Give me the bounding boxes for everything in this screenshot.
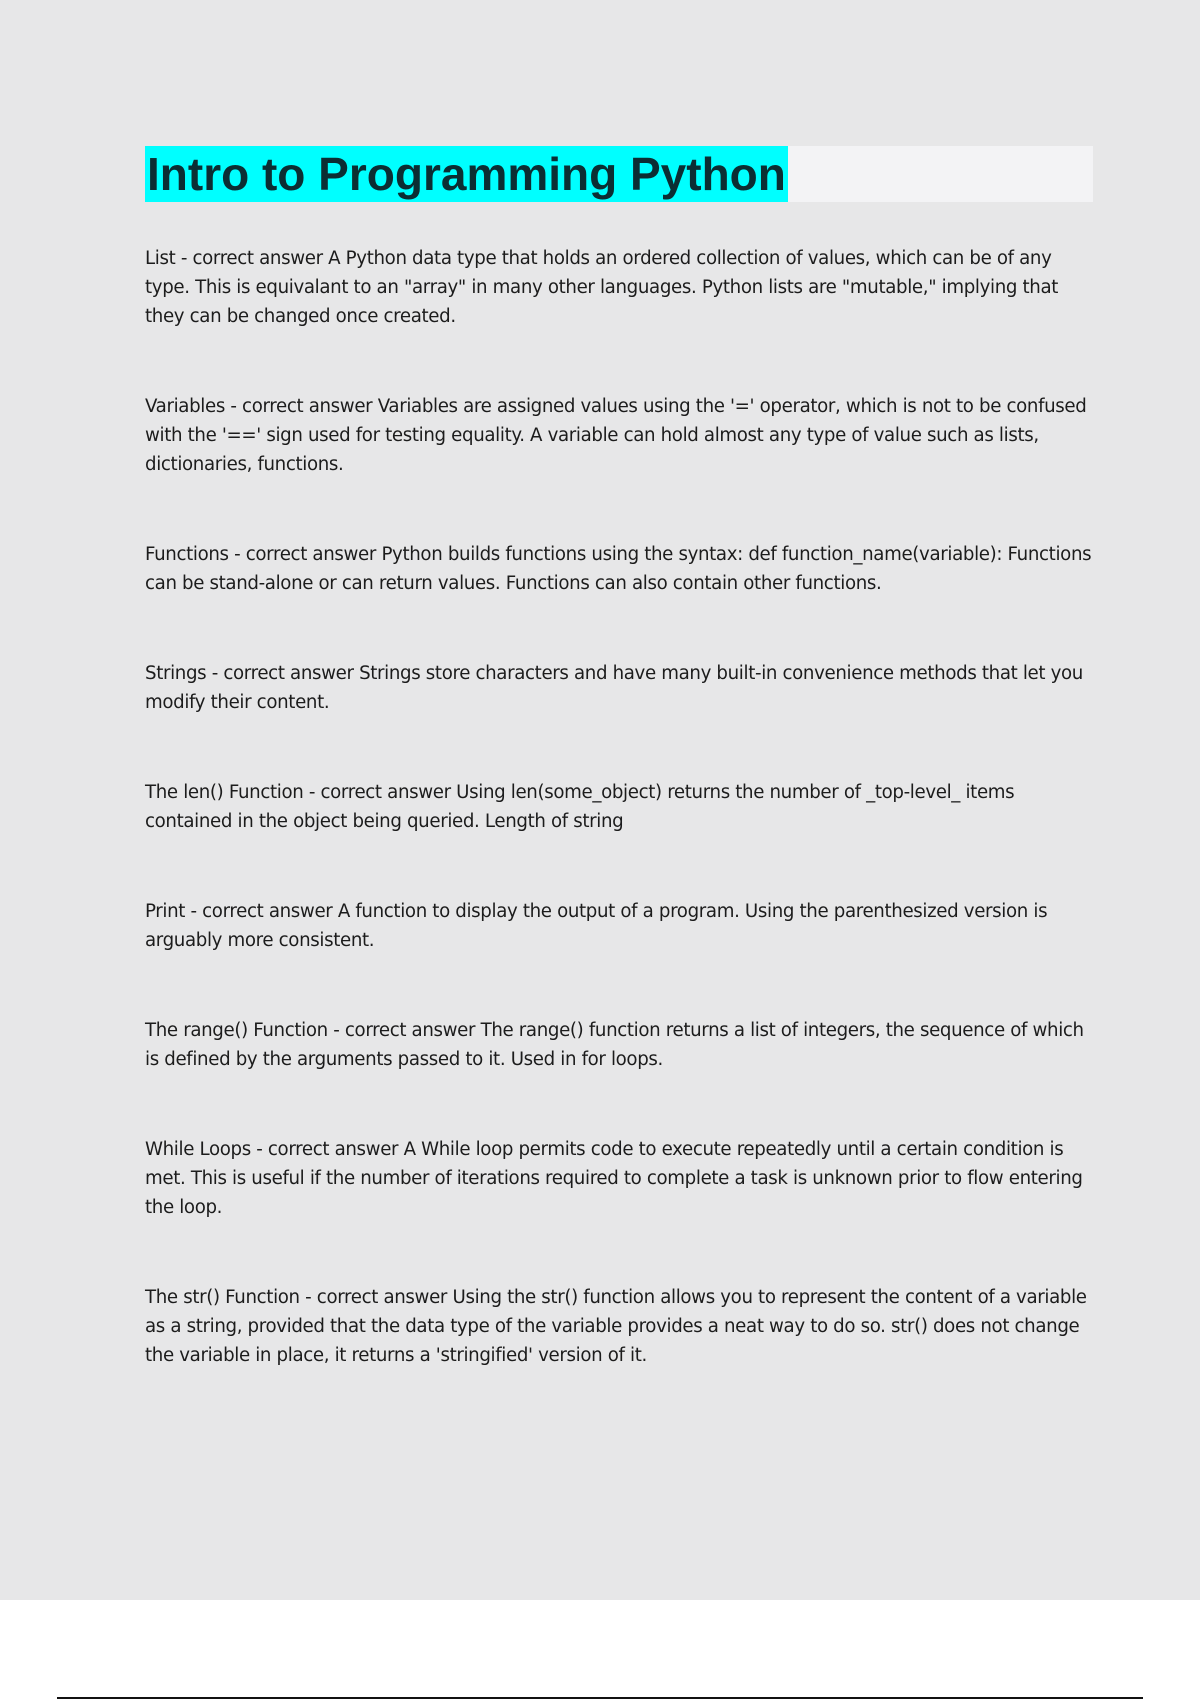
glossary-list — [145, 244, 1095, 1370]
glossary-entry-strings: Strings - correct answer Strings store characters and have many built-in convenience methods that let you modify their content. — [145, 663, 1083, 713]
glossary-entry-str-function: The str() Function - correct answer Using the str() function allows you to represent the content of a variable as a string, provided that the data type of the variable provides a neat way to do so. str() does not change the variable in place, it returns a 'stringified' version of it. — [145, 1287, 1087, 1366]
glossary-entry-variables: Variables - correct answer Variables are assigned values using the '=' operator, which is not to be confused with the '==' sign used for testing equality. A variable can hold almost any type of value such as lists, dictionaries, functions. — [145, 396, 1087, 475]
glossary-entry-functions: Functions - correct answer Python builds functions using the syntax: def function_name(variable): Functions can be stand-alone or can return values. Functions can also contain other functions. — [145, 544, 1092, 594]
glossary-entry-while-loops: While Loops - correct answer A While loop permits code to execute repeatedly until a certain condition is met. This is useful if the number of iterations required to complete a task is unknown prior to flow entering the loop. — [145, 1139, 1083, 1218]
glossary-entry-len-function: The len() Function - correct answer Using len(some_object) returns the number of _top-level_ items contained in the object being queried. Length of string — [145, 782, 1015, 832]
glossary-entry-list: List - correct answer A Python data type that holds an ordered collection of values, which can be of any type. This is equivalant to an "array" in many other languages. Python lists are "mutable," implying that they can be changed once created. — [145, 248, 1059, 327]
document-title: Intro to Programming Python — [147, 148, 786, 200]
footer-divider — [57, 1697, 1143, 1699]
glossary-entry-range-function: The range() Function - correct answer The range() function returns a list of integers, the sequence of which is defined by the arguments passed to it. Used in for loops. — [145, 1020, 1084, 1070]
glossary-entry-print: Print - correct answer A function to display the output of a program. Using the parenthesized version is arguably more consistent. — [145, 901, 1048, 951]
